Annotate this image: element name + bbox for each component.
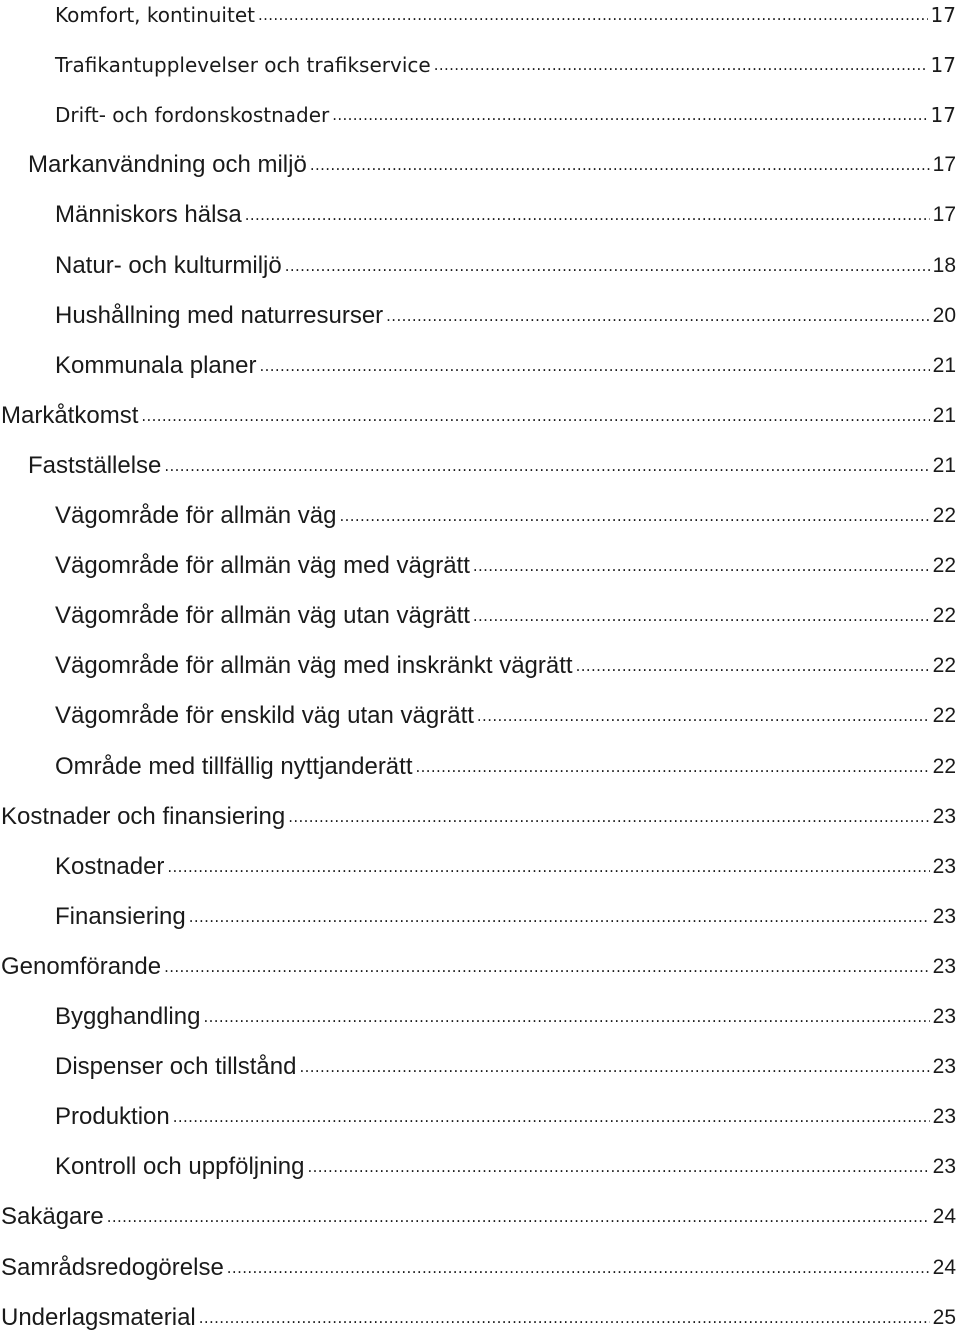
toc-entry-title: Kommunala planer — [55, 352, 257, 379]
toc-dot-leader — [285, 250, 930, 280]
toc-dot-leader — [227, 1252, 930, 1282]
toc-entry-title: Genomförande — [1, 953, 162, 980]
toc-entry[interactable] — [0, 640, 960, 680]
toc-entry[interactable] — [0, 891, 960, 931]
toc-entry[interactable] — [0, 1141, 960, 1181]
toc-dot-leader — [189, 901, 930, 931]
toc-entry-page-number: 22 — [932, 504, 956, 527]
toc-entry-page-number: 23 — [932, 1105, 956, 1128]
toc-entry-title: Fastställelse — [28, 452, 162, 479]
toc-entry[interactable] — [0, 991, 960, 1031]
toc-dot-leader — [288, 801, 929, 831]
toc-entry[interactable] — [0, 39, 960, 79]
toc-entry[interactable] — [0, 290, 960, 330]
toc-entry[interactable] — [0, 0, 960, 29]
toc-entry[interactable] — [0, 440, 960, 480]
toc-entry[interactable] — [0, 1242, 960, 1282]
toc-entry[interactable] — [0, 1091, 960, 1131]
toc-dot-leader — [477, 700, 930, 730]
toc-entry-title: Vägområde för enskild väg utan vägrätt — [55, 702, 474, 729]
toc-dot-leader — [173, 1101, 930, 1131]
toc-entry[interactable] — [0, 1292, 960, 1332]
toc-entry[interactable] — [0, 690, 960, 730]
toc-entry-page-number: 23 — [932, 955, 956, 978]
toc-entry-page-number: 17 — [932, 153, 956, 176]
toc-entry-page-number: 25 — [932, 1306, 956, 1329]
toc-entry-title: Kostnader — [55, 853, 165, 880]
toc-entry-title: Natur- och kulturmiljö — [55, 252, 282, 279]
toc-entry-title: Vägområde för allmän väg med inskränkt vägrätt — [55, 652, 573, 679]
toc-entry-page-number: 17 — [932, 203, 956, 226]
toc-entry-page-number: 22 — [932, 554, 956, 577]
toc-entry[interactable] — [0, 791, 960, 831]
toc-entry[interactable] — [0, 941, 960, 981]
toc-entry-title: Kontroll och uppföljning — [55, 1153, 305, 1180]
toc-dot-leader — [107, 1201, 930, 1231]
toc-dot-leader — [299, 1051, 929, 1081]
toc-dot-leader — [164, 951, 930, 981]
toc-dot-leader — [259, 350, 929, 380]
toc-entry-page-number: 21 — [932, 354, 956, 377]
toc-entry-title: Kostnader och finansiering — [1, 803, 286, 830]
toc-dot-leader — [308, 1151, 930, 1181]
toc-dot-leader — [310, 149, 930, 179]
toc-entry-title: Trafikantupplevelser och trafikservice — [55, 53, 431, 77]
toc-entry-title: Finansiering — [55, 903, 186, 930]
toc-entry-page-number: 23 — [932, 905, 956, 928]
toc-entry[interactable] — [0, 189, 960, 229]
toc-entry-title: Underlagsmaterial — [1, 1304, 196, 1331]
toc-entry-title: Område med tillfällig nyttjanderätt — [55, 753, 413, 780]
toc-entry-page-number: 20 — [932, 304, 956, 327]
toc-entry-page-number: 23 — [932, 1055, 956, 1078]
toc-dot-leader — [339, 500, 929, 530]
toc-entry[interactable] — [0, 340, 960, 380]
toc-entry-title: Vägområde för allmän väg med vägrätt — [55, 552, 470, 579]
toc-entry-title: Produktion — [55, 1103, 170, 1130]
toc-entry-page-number: 17 — [930, 3, 956, 27]
toc-entry-page-number: 23 — [932, 855, 956, 878]
toc-entry-title: Dispenser och tillstånd — [55, 1053, 297, 1080]
toc-entry-title: Människors hälsa — [55, 201, 242, 228]
toc-entry-page-number: 18 — [932, 254, 956, 277]
toc-dot-leader — [434, 49, 928, 79]
toc-entry-title: Hushållning med naturresurser — [55, 302, 384, 329]
toc-dot-leader — [167, 851, 929, 881]
toc-entry-page-number: 22 — [932, 604, 956, 627]
toc-entry-page-number: 17 — [930, 53, 956, 77]
toc-dot-leader — [473, 600, 930, 630]
toc-entry[interactable] — [0, 1191, 960, 1231]
toc-entry-page-number: 22 — [932, 704, 956, 727]
toc-entry[interactable] — [0, 1041, 960, 1081]
toc-entry[interactable] — [0, 240, 960, 280]
toc-entry-title: Vägområde för allmän väg — [55, 502, 337, 529]
toc-entry[interactable] — [0, 841, 960, 881]
toc-entry[interactable] — [0, 490, 960, 530]
toc-dot-leader — [576, 650, 930, 680]
toc-entry-page-number: 23 — [932, 1155, 956, 1178]
toc-entry-page-number: 17 — [930, 103, 956, 127]
toc-dot-leader — [141, 400, 929, 430]
toc-entry-title: Vägområde för allmän väg utan vägrätt — [55, 602, 470, 629]
toc-entry-title: Bygghandling — [55, 1003, 201, 1030]
toc-dot-leader — [245, 199, 930, 229]
toc-entry[interactable] — [0, 89, 960, 129]
toc-entry-title: Sakägare — [1, 1203, 104, 1230]
toc-entry-page-number: 22 — [932, 755, 956, 778]
toc-entry-page-number: 22 — [932, 654, 956, 677]
toc-entry[interactable] — [0, 139, 960, 179]
toc-entry[interactable] — [0, 590, 960, 630]
toc-entry-page-number: 23 — [932, 1005, 956, 1028]
toc-dot-leader — [258, 0, 928, 29]
toc-entry[interactable] — [0, 540, 960, 580]
toc-entry-page-number: 21 — [932, 404, 956, 427]
toc-entry-page-number: 24 — [932, 1205, 956, 1228]
toc-entry-title: Komfort, kontinuitet — [55, 3, 255, 27]
toc-entry-title: Drift- och fordonskostnader — [55, 103, 330, 127]
toc-dot-leader — [386, 300, 929, 330]
toc-dot-leader — [416, 751, 930, 781]
toc-dot-leader — [332, 99, 927, 129]
toc-entry-page-number: 21 — [932, 454, 956, 477]
toc-dot-leader — [473, 550, 930, 580]
toc-dot-leader — [199, 1302, 930, 1332]
toc-entry-page-number: 24 — [932, 1256, 956, 1279]
toc-dot-leader — [203, 1001, 929, 1031]
toc-entry-title: Markanvändning och miljö — [28, 151, 307, 178]
toc-entry[interactable] — [0, 741, 960, 781]
toc-dot-leader — [164, 450, 929, 480]
toc-entry-title: Markåtkomst — [1, 402, 139, 429]
toc-entry-page-number: 23 — [932, 805, 956, 828]
toc-entry[interactable] — [0, 390, 960, 430]
toc-entry-title: Samrådsredogörelse — [1, 1254, 224, 1281]
